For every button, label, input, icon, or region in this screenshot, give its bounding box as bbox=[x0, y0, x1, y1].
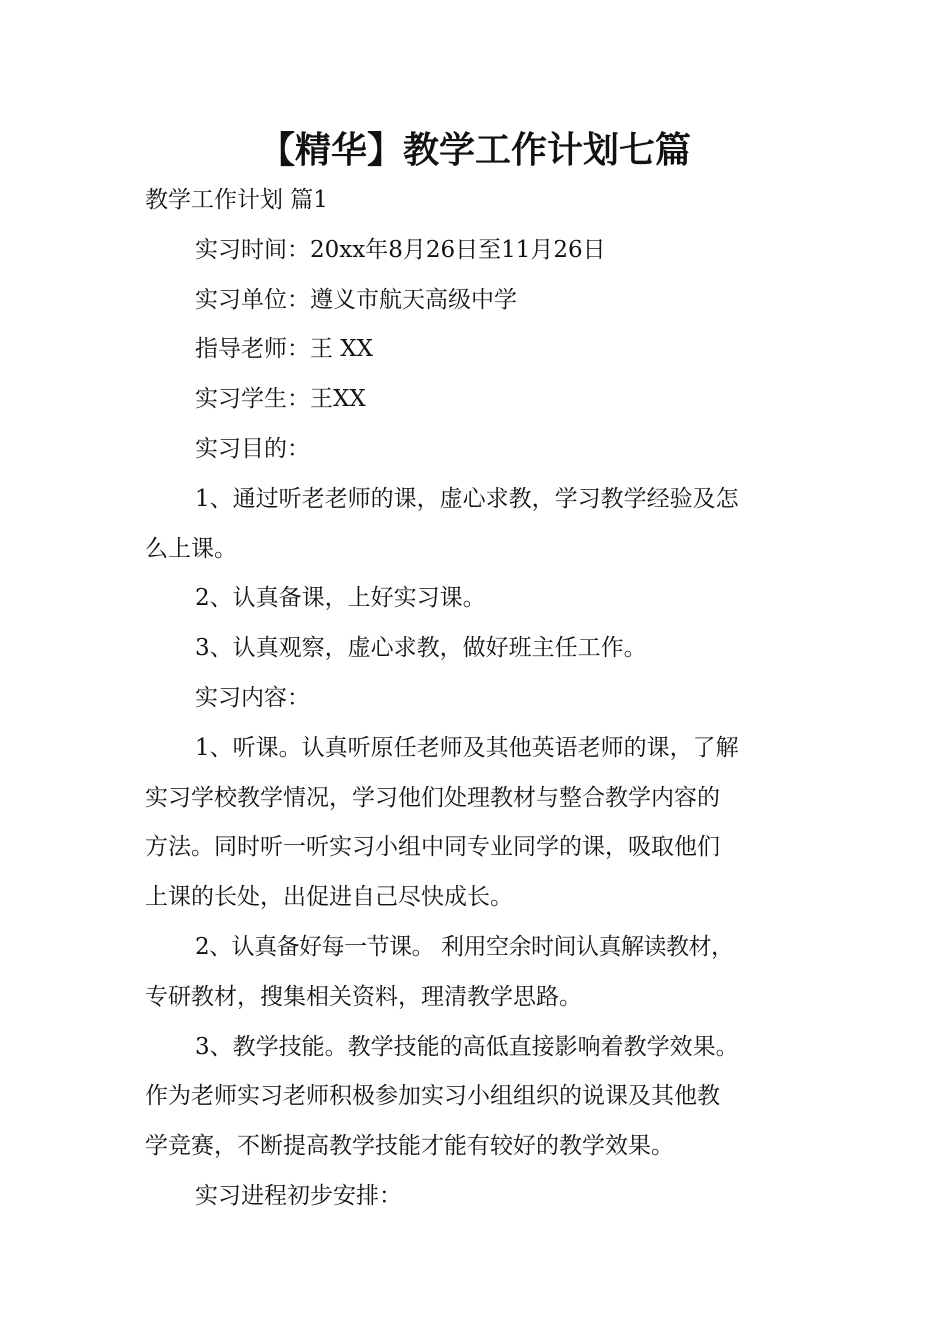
purpose-item-1: 1、通过听老老师的课，虚心求教，学习教学经验及怎 bbox=[195, 485, 739, 512]
purpose-heading: 实习目的： bbox=[195, 435, 310, 462]
schedule-heading: 实习进程初步安排： bbox=[195, 1182, 402, 1209]
content-item-3-cont: 作为老师实习老师积极参加实习小组组织的说课及其他教 bbox=[145, 1083, 720, 1110]
content-item-1: 1、听课。认真听原任老师及其他英语老师的课，了解 bbox=[195, 734, 739, 761]
purpose-item-2: 2、认真备课，上好实习课。 bbox=[195, 585, 486, 612]
content-item-1-cont: 实习学校教学情况，学习他们处理教材与整合教学内容的 bbox=[145, 784, 720, 811]
purpose-item-3: 3、认真观察，虚心求教，做好班主任工作。 bbox=[195, 635, 647, 662]
document-body bbox=[145, 176, 825, 1222]
purpose-item-1-cont: 么上课。 bbox=[145, 535, 237, 562]
internship-time: 实习时间：20xx年8月26日至11月26日 bbox=[195, 236, 606, 263]
content-item-2-cont: 专研教材，搜集相关资料，理清教学思路。 bbox=[145, 983, 582, 1010]
content-item-2: 2、认真备好每一节课。 利用空余时间认真解读教材， bbox=[195, 933, 734, 960]
content-item-3-cont: 学竞赛，不断提高教学技能才能有较好的教学效果。 bbox=[145, 1133, 674, 1160]
internship-unit: 实习单位：遵义市航天高级中学 bbox=[195, 286, 517, 313]
content-item-1-cont: 方法。同时听一听实习小组中同专业同学的课，吸取他们 bbox=[145, 834, 720, 861]
content-item-3: 3、教学技能。教学技能的高低直接影响着教学效果。 bbox=[195, 1033, 739, 1060]
document-title: 【精华】教学工作计划七篇 bbox=[258, 129, 691, 171]
content-heading: 实习内容： bbox=[195, 684, 310, 711]
content-item-1-cont: 上课的长处，出促进自己尽快成长。 bbox=[145, 884, 513, 911]
section-heading: 教学工作计划 篇1 bbox=[145, 187, 328, 213]
supervisor: 指导老师：王 XX bbox=[195, 336, 374, 363]
intern-student: 实习学生：王XX bbox=[195, 386, 366, 413]
